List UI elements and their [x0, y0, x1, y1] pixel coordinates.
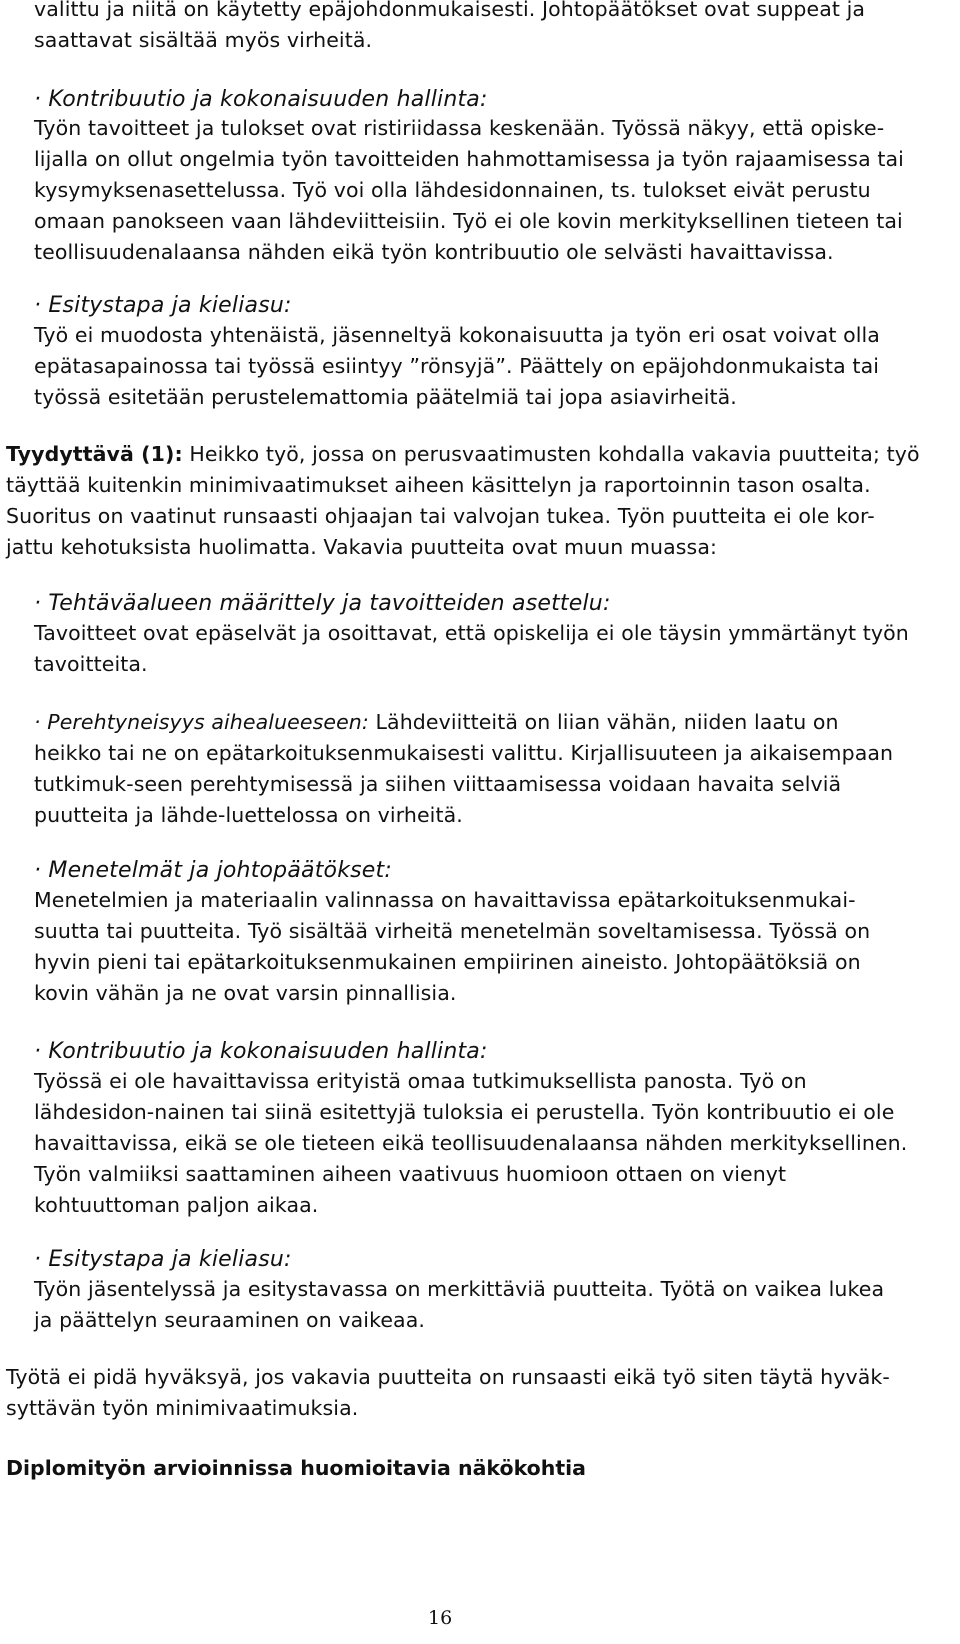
paragraph-8: Työssä ei ole havaittavissa erityistä omaa tutkimuksellista panosta. Työ on lähdesidon-nainen tai siinä esitettyjä tuloksia ei perustella. Työn kontribuutio ei ole havaittavissa, eikä se ole tieteen eikä teollisuudenalaansa nähden merkityksellinen. Työn valmiiksi saattaminen aiheen vaativuus huomioon ottaen on vienyt kohtuuttoman paljon aikaa. — [34, 1069, 908, 1217]
paragraph-7: Menetelmien ja materiaalin valinnassa on havaittavissa epätarkoituksenmukai- suutta tai puutteita. Työ sisältää virheitä menetelmän soveltamisessa. Työssä on hyvin pieni tai epätarkoituksenmukainen empiirinen aineisto. Johtopäätöksiä on kovin vähän ja ne ovat varsin pinnallisia. — [34, 888, 871, 1005]
paragraph-10: Työtä ei pidä hyväksyä, jos vakavia puutteita on runsaasti eikä työ siten täytä hyväk- syttävän työn minimivaatimuksia. — [6, 1365, 890, 1420]
paragraph-4-text: Heikko työ, jossa on perusvaatimusten kohdalla vakavia puutteita; työ täyttää kuitenkin minimivaatimukset aiheen käsittelyn ja raportoinnin tason osalta. Suoritus on vaatinut runsaasti ohjaajan tai valvojan tukea. Työn puutteita ei ole kor- jattu kehotuksista huolimatta. Vakavia puutteita ovat muun muassa: — [6, 442, 920, 559]
section-heading-contribution-1: · Kontribuutio ja kokonaisuuden hallinta: — [34, 87, 488, 112]
section-heading-methods: · Menetelmät ja johtopäätökset: — [34, 858, 392, 883]
section-heading-presentation-2: · Esitystapa ja kieliasu: — [34, 1247, 292, 1272]
paragraph-1: valittu ja niitä on käytetty epäjohdonmukaisesti. Johtopäätökset ovat suppeat ja saattavat sisältää myös virheitä. — [34, 0, 866, 52]
section-heading-familiarity: · Perehtyneisyys aihealueeseen: — [34, 710, 369, 734]
grade-label: Tyydyttävä (1): — [6, 442, 183, 466]
section-heading-presentation-1: · Esitystapa ja kieliasu: — [34, 293, 292, 318]
section-heading-contribution-2: · Kontribuutio ja kokonaisuuden hallinta: — [34, 1039, 488, 1064]
page-number: 16 — [428, 1607, 453, 1629]
paragraph-2: Työn tavoitteet ja tulokset ovat ristiriidassa keskenään. Työssä näkyy, että opiske- lijalla on ollut ongelmia työn tavoitteiden hahmottamisessa ja työn rajaamisessa tai kysymyksenasettelussa. Työ voi olla lähdesidonnainen, ts. tulokset eivät perustu omaan panokseen vaan lähdeviitteisiin. Työ ei ole kovin merkityksellinen tieteen tai teollisuudenalaansa nähden eikä työn kontribuutio ole selvästi havaittavissa. — [34, 116, 904, 264]
paragraph-6-text: Lähdeviitteitä on liian vähän, niiden laatu on heikko tai ne on epätarkoituksenmukaisesti valittu. Kirjallisuuteen ja aikaisempaan tutkimuk-seen perehtymisessä ja siihen viittaamisessa voidaan havaita selviä puutteita ja lähde-luettelossa on virheitä. — [34, 710, 894, 827]
paragraph-4 — [6, 439, 926, 563]
paragraph-3: Työ ei muodosta yhtenäistä, jäsenneltyä kokonaisuutta ja työn eri osat voivat olla epätasapainossa tai työssä esiintyy ”rönsyjä”. Päättely on epäjohdonmukaista tai työssä esitetään perustelemattomia päätelmiä tai jopa asiavirheitä. — [34, 323, 880, 409]
section-title: Diplomityön arvioinnissa huomioitavia näkökohtia — [6, 1456, 587, 1480]
paragraph-6 — [34, 707, 934, 831]
paragraph-9: Työn jäsentelyssä ja esitystavassa on merkittäviä puutteita. Työtä on vaikea lukea ja päättelyn seuraaminen on vaikeaa. — [34, 1277, 885, 1332]
paragraph-5: Tavoitteet ovat epäselvät ja osoittavat, että opiskelija ei ole täysin ymmärtänyt työn tavoitteita. — [34, 621, 909, 676]
section-heading-task-definition: · Tehtäväalueen määrittely ja tavoitteiden asettelu: — [34, 591, 611, 616]
